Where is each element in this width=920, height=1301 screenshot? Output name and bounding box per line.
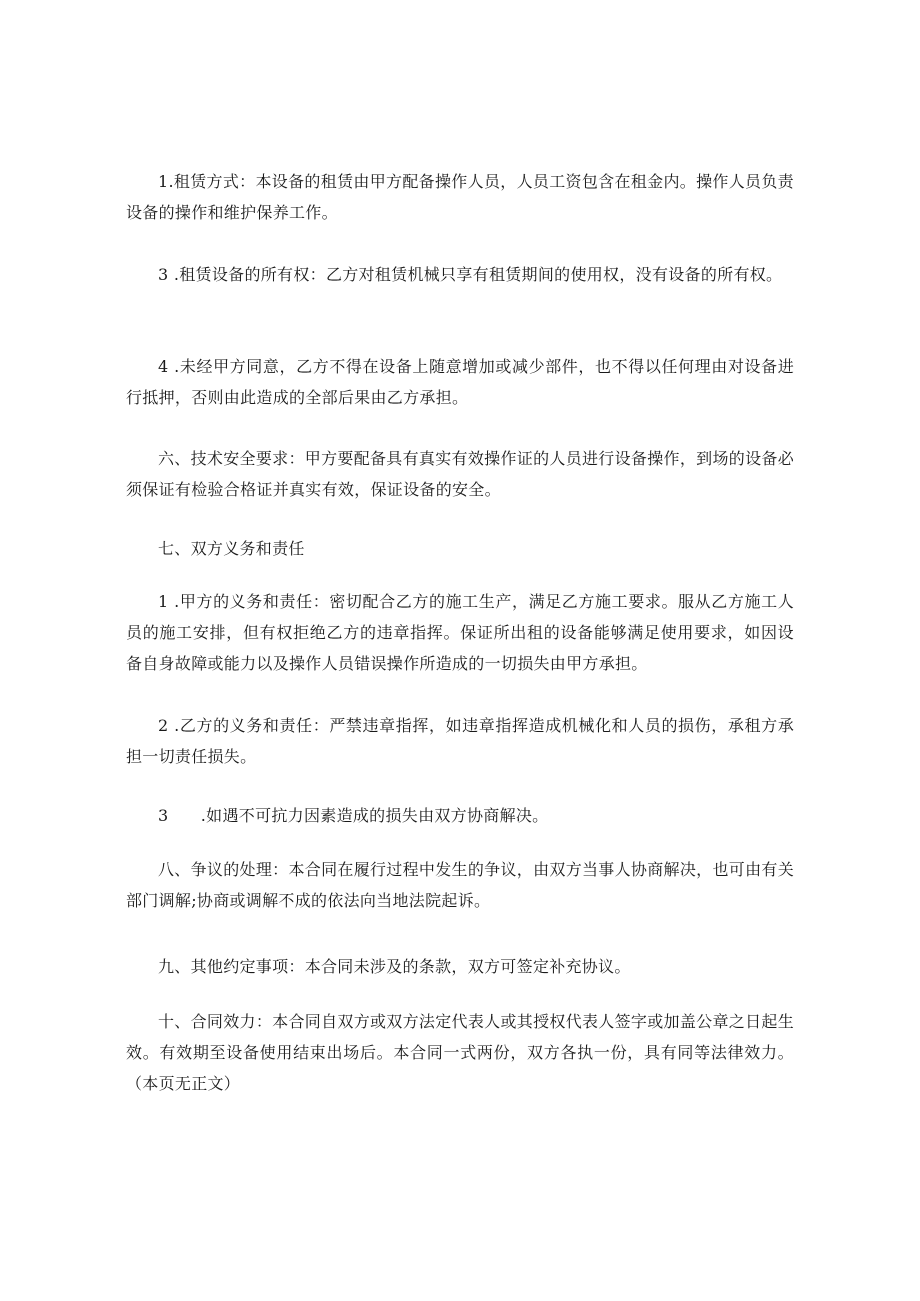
paragraph-no-modification: 4 .未经甲方同意，乙方不得在设备上随意增加或减少部件，也不得以任何理由对设备进行抵押，否则由此造成的全部后果由乙方承担。	[126, 357, 794, 407]
paragraph-obligations-heading: 七、双方义务和责任	[158, 539, 305, 558]
paragraph-dispute-resolution: 八、争议的处理：本合同在履行过程中发生的争议，由双方当事人协商解决，也可由有关部门调解;协商或调解不成的依法向当地法院起诉。	[126, 860, 794, 910]
paragraph-force-majeure: 3 .如遇不可抗力因素造成的损失由双方协商解决。	[158, 806, 549, 825]
paragraph-party-b-obligations: 2 .乙方的义务和责任：严禁违章指挥，如违章指挥造成机械化和人员的损伤，承租方承担一切责任损失。	[126, 716, 794, 766]
paragraph-contract-validity: 十、合同效力：本合同自双方或双方法定代表人或其授权代表人签字或加盖公章之日起生效。有效期至设备使用结束出场后。本合同一式两份，双方各执一份，具有同等法律效力。（本页无正文）	[126, 1012, 794, 1093]
paragraph-ownership: 3 .租赁设备的所有权：乙方对租赁机械只享有租赁期间的使用权，没有设备的所有权。	[158, 265, 783, 284]
paragraph-safety-requirements: 六、技术安全要求：甲方要配备具有真实有效操作证的人员进行设备操作，到场的设备必须保证有检验合格证并真实有效，保证设备的安全。	[126, 449, 794, 499]
paragraph-lease-method: 1.租赁方式：本设备的租赁由甲方配备操作人员，人员工资包含在租金内。操作人员负责设备的操作和维护保养工作。	[126, 172, 794, 222]
paragraph-other-matters: 九、其他约定事项：本合同未涉及的条款，双方可签定补充协议。	[158, 957, 631, 976]
paragraph-party-a-obligations: 1 .甲方的义务和责任：密切配合乙方的施工生产，满足乙方施工要求。服从乙方施工人员的施工安排，但有权拒绝乙方的违章指挥。保证所出租的设备能够满足使用要求，如因设备自身故障或能力以及操作人员错误操作所造成的一切损失由甲方承担。	[126, 592, 794, 673]
